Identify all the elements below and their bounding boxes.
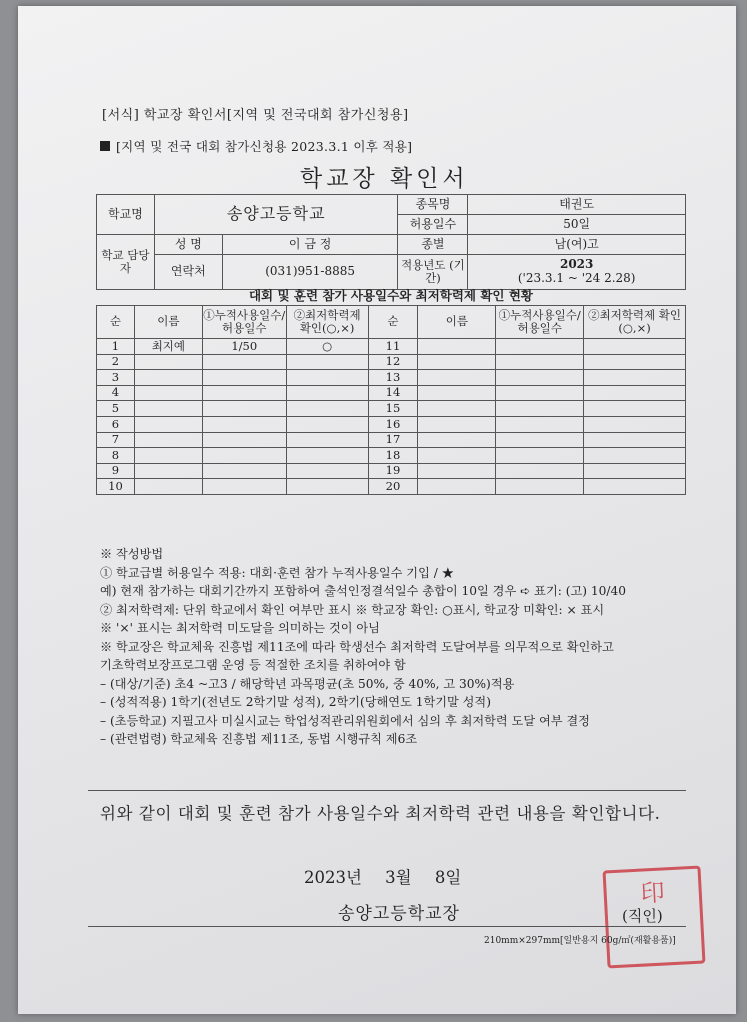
cell-name [134, 416, 202, 432]
method-line: 기초학력보장프로그램 운영 등 적절한 조치를 취하여야 함 [100, 658, 406, 672]
method-line: – (관련법령) 학교체육 진흥법 제11조, 동법 시행규칙 제6조 [100, 732, 418, 746]
cell-name [134, 354, 202, 370]
cell-name [418, 354, 496, 370]
table-row [97, 354, 686, 370]
method-line: ※ 작성방법 [100, 547, 164, 561]
method-line: – (초등학교) 지필고사 미실시교는 학업성적관리위원회에서 심의 후 최저학력 도달 여부 결정 [100, 713, 590, 728]
method-line: 예) 현재 참가하는 대회기간까지 포함하여 출석인정결석일수 총합이 10일 경우 ➪ 표기: (고) 10/40 [100, 584, 626, 598]
table-row [97, 401, 686, 417]
header-days-left: ①누적사용일수/ 허용일수 [202, 306, 286, 339]
cell-check [584, 432, 686, 448]
cell-check [584, 448, 686, 464]
method-line: – (대상/기준) 초4 ~고3 / 해당학년 과목평균(초 50%, 중 40%, 고 30%)적용 [100, 676, 515, 691]
cell-days [496, 354, 584, 370]
square-bullet-icon [100, 141, 110, 151]
cell-no: 10 [97, 479, 135, 495]
header-check-right: ②최저학력제 확인(○,×) [584, 306, 686, 339]
header-days-right: ①누적사용일수/ 허용일수 [496, 306, 584, 339]
cell-check [286, 385, 368, 401]
cell-days [496, 416, 584, 432]
method-line: – (성적적용) 1학기(전년도 2학기말 성적), 2학기(당해연도 1학기말 성적) [100, 695, 491, 709]
period-label: 적용년도 (기간) [398, 255, 468, 290]
header-no-right: 순 [368, 306, 418, 339]
cell-name [134, 401, 202, 417]
status-table [96, 305, 686, 495]
table-row [97, 479, 686, 495]
method-line: ※ 학교장은 학교체육 진흥법 제11조에 따라 학생선수 최저학력 도달여부를 의무적으로 확인하고 [100, 639, 614, 654]
cell-check [286, 370, 368, 386]
cell-no: 4 [97, 385, 135, 401]
cell-no: 20 [368, 479, 418, 495]
cell-name [418, 416, 496, 432]
cell-name [134, 432, 202, 448]
cell-check [584, 463, 686, 479]
cell-name [134, 448, 202, 464]
cell-days [202, 432, 286, 448]
name-label: 성 명 [154, 235, 222, 255]
contact-value: (031)951-8885 [222, 255, 398, 290]
cell-days [202, 448, 286, 464]
cell-no: 5 [97, 401, 135, 417]
cell-name [418, 463, 496, 479]
cell-check [286, 448, 368, 464]
contact-label: 연락처 [154, 255, 222, 290]
table-row [97, 339, 686, 355]
cell-no: 18 [368, 448, 418, 464]
cell-days [202, 479, 286, 495]
cell-check [286, 416, 368, 432]
cell-name [134, 370, 202, 386]
allowed-days-label: 허용일수 [398, 215, 468, 235]
document-paper [18, 6, 736, 1014]
sport-value: 태권도 [468, 195, 686, 215]
sub-tag-text: [지역 및 전국 대회 참가신청용 2023.3.1 이후 적용] [116, 139, 413, 154]
sport-label: 종목명 [398, 195, 468, 215]
cell-no: 16 [368, 416, 418, 432]
cell-name [418, 448, 496, 464]
cell-check [584, 339, 686, 355]
method-line: ※ '×' 표시는 최저학력 미도달을 의미하는 것이 아님 [100, 621, 380, 635]
table-row [97, 448, 686, 464]
cell-days [202, 416, 286, 432]
cell-no: 14 [368, 385, 418, 401]
cell-days [496, 432, 584, 448]
cell-no: 2 [97, 354, 135, 370]
cell-days [202, 370, 286, 386]
cell-days [496, 385, 584, 401]
cell-days [496, 370, 584, 386]
cell-name [134, 479, 202, 495]
principal-name: 송양고등학교장 [338, 904, 460, 924]
allowed-days-value: 50일 [468, 215, 686, 235]
header-check-left: ②최저학력제 확인(○,×) [286, 306, 368, 339]
period-year: 2023 [559, 257, 594, 272]
table-row [97, 416, 686, 432]
table-row [97, 370, 686, 386]
school-label: 학교명 [97, 195, 155, 235]
cell-days [496, 448, 584, 464]
cell-no: 11 [368, 339, 418, 355]
cell-name [134, 385, 202, 401]
gender-value: 남(여)고 [468, 235, 686, 255]
cell-name [418, 479, 496, 495]
header-no-left: 순 [97, 306, 135, 339]
cell-no: 1 [97, 339, 135, 355]
cell-no: 9 [97, 463, 135, 479]
divider-bottom [88, 926, 686, 927]
divider-top [88, 790, 686, 791]
cell-days [496, 479, 584, 495]
table-row [97, 463, 686, 479]
teacher-name: 이 금 정 [222, 235, 398, 255]
seal-glyph: 印 [640, 878, 666, 908]
cell-no: 3 [97, 370, 135, 386]
cell-days [496, 401, 584, 417]
official-seal-icon [603, 866, 706, 969]
info-table [96, 194, 686, 290]
method-line: ① 학교급별 허용일수 적용: 대회·훈련 참가 누적사용일수 기입 / ★ [100, 565, 454, 580]
cell-name [418, 370, 496, 386]
cell-no: 12 [368, 354, 418, 370]
cell-name [418, 432, 496, 448]
cell-check [584, 416, 686, 432]
cell-name [418, 401, 496, 417]
table-row [97, 385, 686, 401]
cell-days [496, 339, 584, 355]
cell-name: 최지예 [134, 339, 202, 355]
footnote: 210mm×297mm[일반용지 60g/㎡(재활용품)] [484, 936, 676, 946]
cell-check [584, 401, 686, 417]
cell-no: 15 [368, 401, 418, 417]
table-row [97, 432, 686, 448]
stamp-label: (직인) [622, 907, 663, 925]
period-range: ('23.3.1 ~ '24 2.28) [517, 271, 636, 285]
cell-days [202, 354, 286, 370]
cell-check [286, 479, 368, 495]
cell-no: 19 [368, 463, 418, 479]
gender-label: 종별 [398, 235, 468, 255]
cell-no: 17 [368, 432, 418, 448]
cell-no: 8 [97, 448, 135, 464]
document-title: 학교장 확인서 [300, 166, 469, 192]
method-section [100, 545, 626, 749]
cell-check [584, 385, 686, 401]
form-tag: [서식] 학교장 확인서[지역 및 전국대회 참가신청용] [102, 108, 409, 123]
period-value [468, 255, 686, 290]
header-name-right: 이름 [418, 306, 496, 339]
cell-name [418, 385, 496, 401]
cell-name [418, 339, 496, 355]
sub-tag [100, 137, 412, 155]
issue-date: 2023년 3월 8일 [304, 868, 462, 887]
cell-check [286, 401, 368, 417]
header-name-left: 이름 [134, 306, 202, 339]
confirm-text: 위와 같이 대회 및 훈련 참가 사용일수와 최저학력 관련 내용을 확인합니다. [100, 804, 661, 823]
cell-no: 6 [97, 416, 135, 432]
cell-days [496, 463, 584, 479]
cell-check [584, 479, 686, 495]
cell-days [202, 463, 286, 479]
cell-no: 7 [97, 432, 135, 448]
cell-check [584, 370, 686, 386]
cell-check [286, 463, 368, 479]
cell-check [286, 354, 368, 370]
table-title: 대회 및 훈련 참가 사용일수와 최저학력제 확인 현황 [248, 288, 534, 303]
teacher-group-label: 학교 담당자 [97, 235, 155, 290]
cell-check [584, 354, 686, 370]
school-name: 송양고등학교 [154, 195, 398, 235]
cell-days: 1/50 [202, 339, 286, 355]
method-line: ② 최저학력제: 단위 학교에서 확인 여부만 표시 ※ 학교장 확인: ○표시, 학교장 미확인: × 표시 [100, 602, 605, 617]
cell-name [134, 463, 202, 479]
cell-no: 13 [368, 370, 418, 386]
cell-days [202, 401, 286, 417]
cell-days [202, 385, 286, 401]
cell-check: ○ [286, 339, 368, 355]
cell-check [286, 432, 368, 448]
